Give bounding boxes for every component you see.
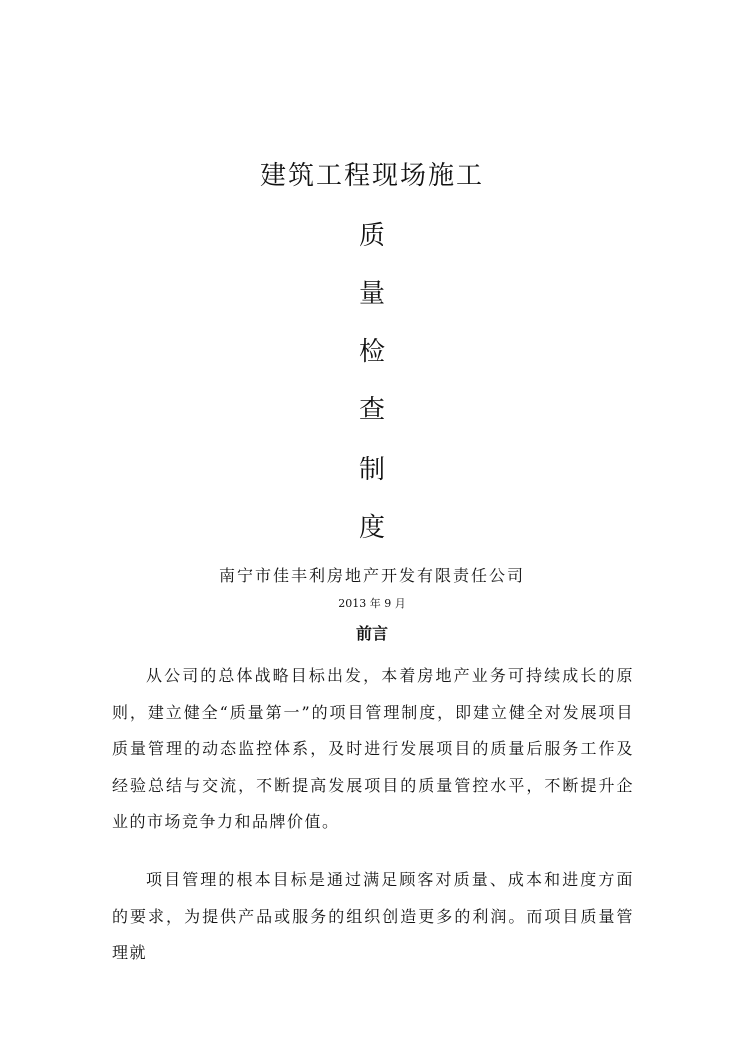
title-char-5: 制	[358, 455, 385, 485]
title-char-1: 质	[358, 221, 385, 251]
paragraph-1: 从公司的总体战略目标出发，本着房地产业务可持续成长的原则，建立健全“质量第一”的项目管理制度，即建立健全对发展项目质量管理的动态监控体系，及时进行发展项目的质量后服务工作及经验总结与交流，不断提高发展项目的质量管控水平，不断提升企业的市场竞争力和品牌价值。	[112, 666, 634, 831]
company-name: 南宁市佳丰利房地产开发有限责任公司	[218, 566, 525, 585]
document-title: 建筑工程现场施工	[259, 161, 484, 191]
section-heading: 前言	[355, 624, 388, 643]
title-char-4: 查	[358, 395, 385, 425]
title-char-2: 量	[358, 279, 385, 309]
title-char-6: 度	[358, 513, 385, 543]
title-char-3: 检	[358, 337, 385, 367]
document-date: 2013 年 9 月	[338, 597, 406, 610]
paragraph-2: 项目管理的根本目标是通过满足顾客对质量、成本和进度方面的要求，为提供产品或服务的组织创造更多的利润。而项目质量管理就	[112, 870, 634, 962]
